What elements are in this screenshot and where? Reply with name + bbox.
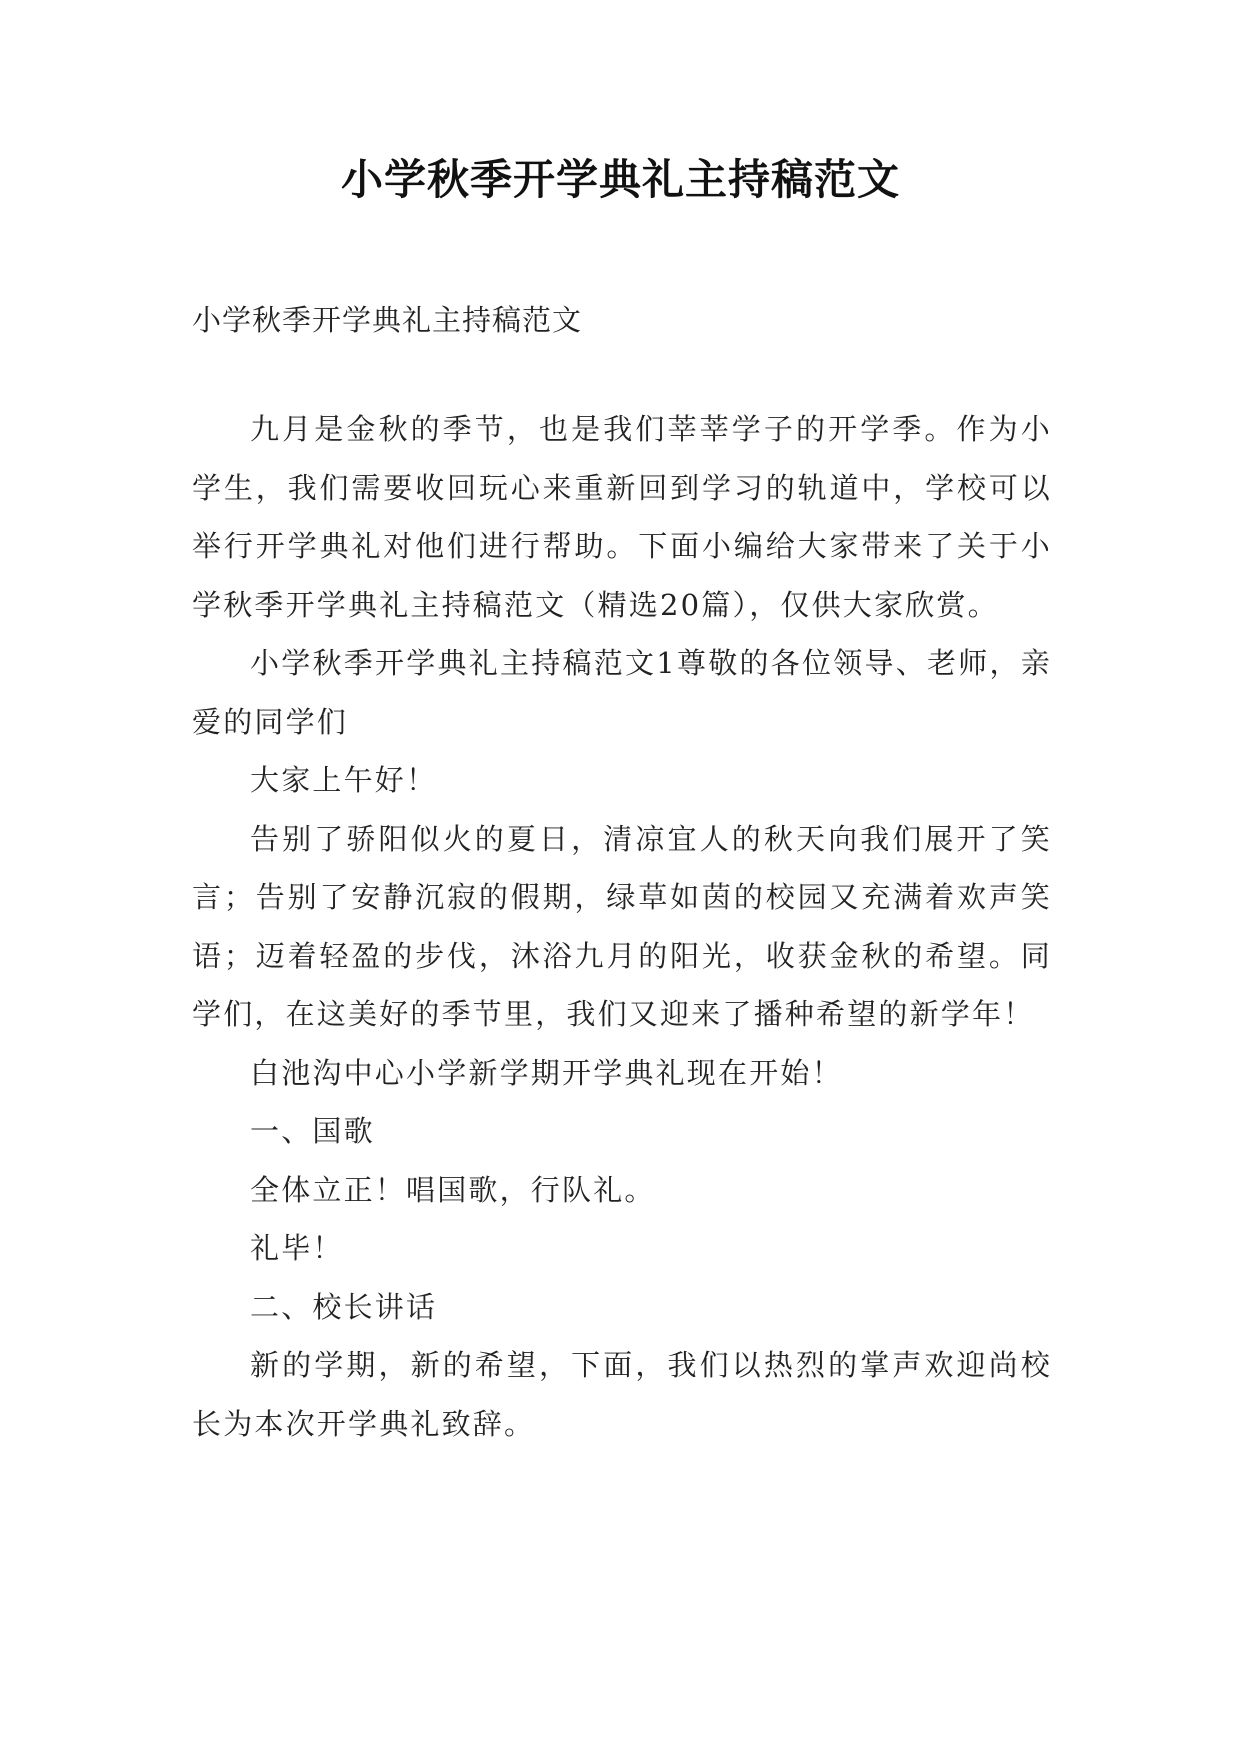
document-subtitle: 小学秋季开学典礼主持稿范文 bbox=[192, 303, 583, 337]
paragraph-intro: 九月是金秋的季节，也是我们莘莘学子的开学季。作为小学生，我们需要收回玩心来重新回到学习的轨道中，学校可以举行开学典礼对他们进行帮助。下面小编给大家带来了关于小学秋季开学典礼主持稿范文（精选20篇），仅供大家欣赏。 bbox=[192, 412, 1052, 622]
section-heading-anthem: 一、国歌 bbox=[250, 1114, 375, 1148]
paragraph-salute-end: 礼毕！ bbox=[250, 1231, 344, 1265]
paragraph-greeting-heading: 小学秋季开学典礼主持稿范文1尊敬的各位领导、老师，亲爱的同学们 bbox=[192, 646, 1052, 739]
document-body bbox=[192, 400, 1052, 1453]
paragraph-anthem-instruction: 全体立正！唱国歌，行队礼。 bbox=[250, 1172, 656, 1207]
paragraph-ceremony-start: 白池沟中心小学新学期开学典礼现在开始！ bbox=[250, 1055, 843, 1090]
section-heading-principal-speech: 二、校长讲话 bbox=[250, 1289, 438, 1324]
paragraph-principal-intro: 新的学期，新的希望，下面，我们以热烈的掌声欢迎尚校长为本次开学典礼致辞。 bbox=[192, 1348, 1052, 1441]
document-title: 小学秋季开学典礼主持稿范文 bbox=[340, 155, 900, 204]
paragraph-greeting: 大家上午好！ bbox=[250, 763, 438, 797]
paragraph-opening: 告别了骄阳似火的夏日，清凉宜人的秋天向我们展开了笑言；告别了安静沉寂的假期，绿草如茵的校园又充满着欢声笑语；迈着轻盈的步伐，沐浴九月的阳光，收获金秋的希望。同学们，在这美好的季节里，我们又迎来了播种希望的新学年！ bbox=[192, 821, 1052, 1031]
